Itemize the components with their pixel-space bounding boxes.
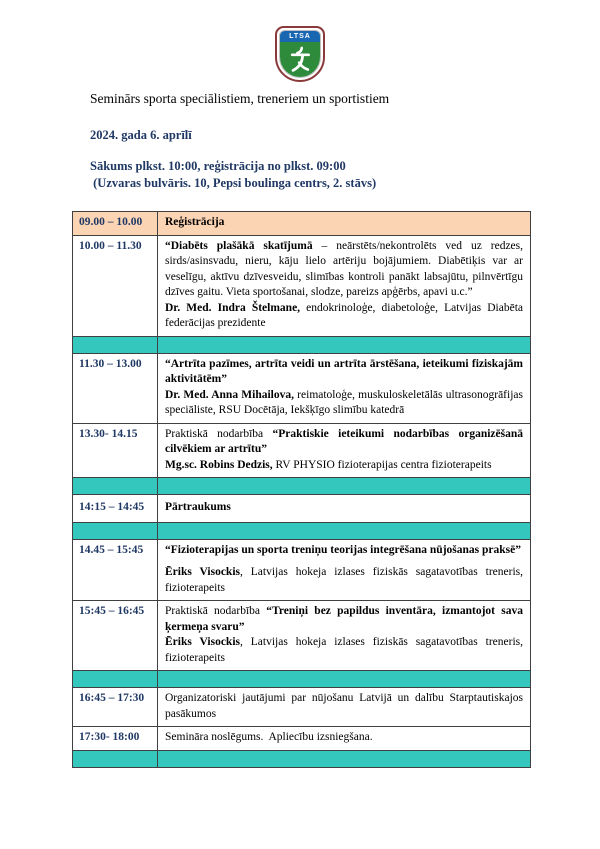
schedule-row [73, 353, 531, 423]
content-cell [158, 495, 531, 523]
text-run: , Latvijas hokeja izlases fiziskās sagatavotības treneris, fizioterapeits [165, 566, 526, 594]
page-title: Seminārs sporta speciālistiem, treneriem un sportistiem [90, 91, 390, 106]
time-cell [73, 750, 158, 767]
content-cell [158, 353, 531, 423]
text-run: RV PHYSIO fizioterapijas centra fizioterapeits [272, 458, 492, 471]
paragraph [165, 730, 523, 746]
seminar-venue: (Uzvaras bulvāris. 10, Pepsi boulinga centrs, 2. stāvs) [90, 176, 377, 190]
divider-row [73, 478, 531, 495]
walking-figure-icon [287, 45, 313, 75]
seminar-date: 2024. gada 6. aprīlī [90, 128, 192, 142]
time-cell: 11.30 – 13.00 [73, 353, 158, 423]
paragraph [165, 543, 523, 559]
content-cell [158, 423, 531, 478]
content-cell [158, 235, 531, 336]
paragraph [165, 239, 526, 301]
schedule-row [73, 212, 531, 236]
content-cell [158, 522, 531, 539]
content-cell [158, 539, 531, 601]
paragraph [165, 458, 523, 474]
bold-text-run: Ēriks Visockis [165, 566, 240, 578]
schedule-table-body [73, 212, 531, 768]
content-cell [158, 478, 531, 495]
content-cell [158, 336, 531, 353]
divider-row [73, 522, 531, 539]
time-cell [73, 522, 158, 539]
bold-text-run: “Treniņi bez papildus inventāra, izmantojot sava ķermeņa svaru” [165, 605, 526, 633]
schedule-row [73, 495, 531, 523]
bold-text-run: Mg.sc. Robins Dedzis, [165, 458, 273, 471]
paragraph [165, 604, 526, 635]
paragraph [165, 357, 526, 388]
divider-row [73, 671, 531, 688]
content-cell [158, 688, 531, 727]
divider-row [73, 336, 531, 353]
schedule-row [73, 688, 531, 727]
text-run: Praktiskā nodarbība [165, 427, 273, 440]
text-run: Organizatoriski jautājumi par nūjošanu Latvijā un dalību Starptautiskajos pasākumos [165, 692, 526, 720]
paragraph [165, 215, 523, 231]
time-cell: 14.45 – 15:45 [73, 539, 158, 601]
text-run: reimatoloģe, muskuloskeletālās ultrasonogrāfijas speciāliste, RSU Docētāja, Iekšķīgo slimību katedrā [165, 388, 526, 416]
schedule-row [73, 727, 531, 751]
text-run: endokrinoloģe, diabetoloģe, Latvijas Diabēta federācijas prezidente [165, 301, 526, 329]
schedule-row [73, 539, 531, 601]
text-run: Praktiskā nodarbība [165, 605, 267, 617]
text-run: – neārstēts/nekontrolēts ved uz redzes, sirds/asinsvadu, nieru, kāju lielo artēriju bojājumiem. Diabētiķis var ar veselīgu, aktīvu dzīvesveidu, slimības kontroli panākt labsajūtu, pilnvērtīgu dzīves gaitu. Vieta sportošanai, slodze, pareizs apģērbs, apavi u.c.” [165, 239, 526, 298]
content-cell [158, 212, 531, 236]
paragraph [165, 388, 526, 419]
bold-text-run: Dr. Med. Indra Štelmane, [165, 301, 301, 314]
logo-shield [275, 26, 325, 82]
seminar-start-time: Sākums plkst. 10:00, reģistrācija no plkst. 09:00 [90, 159, 346, 173]
time-cell [73, 336, 158, 353]
content-cell [158, 750, 531, 767]
content-cell [158, 601, 531, 671]
paragraph [165, 565, 526, 596]
schedule-row [73, 601, 531, 671]
bold-text-run: Pārtraukums [165, 501, 231, 513]
document-header [90, 91, 600, 191]
schedule-row [73, 235, 531, 336]
paragraph [165, 635, 526, 666]
divider-row [73, 750, 531, 767]
schedule-table [72, 211, 531, 768]
time-cell: 10.00 – 11.30 [73, 235, 158, 336]
bold-text-run: Ēriks Visockis [165, 636, 240, 648]
time-cell: 15:45 – 16:45 [73, 601, 158, 671]
time-cell [73, 671, 158, 688]
bold-text-run: “Artrīta pazīmes, artrīta veidi un artrīta ārstēšana, ieteikumi fiziskajām aktivitātēm” [165, 357, 526, 385]
paragraph [165, 500, 523, 516]
time-cell: 13.30- 14.15 [73, 423, 158, 478]
time-cell [73, 478, 158, 495]
content-cell [158, 671, 531, 688]
text-run: Semināra noslēgums. Apliecību izsniegšana. [165, 731, 373, 743]
bold-text-run: “Fizioterapijas un sporta treniņu teorijas integrēšana nūjošanas praksē” [165, 543, 521, 556]
time-cell: 16:45 – 17:30 [73, 688, 158, 727]
paragraph [165, 691, 526, 722]
time-cell: 14:15 – 14:45 [73, 495, 158, 523]
bold-text-run: “Praktiskie ieteikumi nodarbības organizēšanā cilvēkiem ar artrītu” [165, 427, 526, 455]
bold-text-run: “Diabēts plašākā skatījumā [165, 239, 313, 252]
paragraph [165, 301, 526, 332]
paragraph [165, 427, 526, 458]
bold-text-run: Reģistrācija [165, 216, 225, 228]
schedule-row [73, 423, 531, 478]
time-cell: 17:30- 18:00 [73, 727, 158, 751]
text-run: , Latvijas hokeja izlases fiziskās sagatavotības treneris, fizioterapeits [165, 636, 526, 664]
bold-text-run: Dr. Med. Anna Mihailova, [165, 388, 294, 401]
time-cell: 09.00 – 10.00 [73, 212, 158, 236]
logo-text: LTSA [280, 31, 320, 42]
content-cell [158, 727, 531, 751]
ltsa-logo [0, 0, 600, 82]
